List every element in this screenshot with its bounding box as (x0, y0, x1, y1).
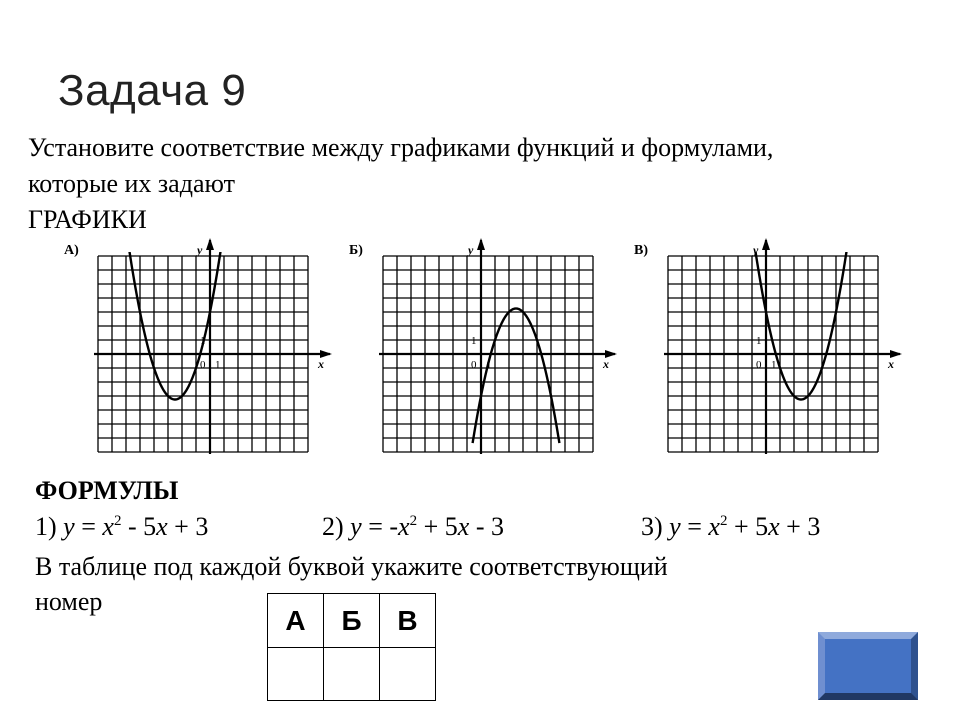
y-axis-arrow-icon (762, 238, 770, 250)
task-line-2: которые их задают (28, 169, 235, 198)
task-statement (28, 130, 953, 238)
y-tick-1-label: 1 (200, 335, 206, 347)
graphs-heading: ГРАФИКИ (28, 205, 147, 234)
formula-1-coef: - 5 (121, 512, 157, 541)
origin-label: 0 (200, 359, 206, 371)
answer-header-a: А (268, 594, 324, 648)
formula-2 (322, 512, 504, 542)
formula-1-base: x (102, 512, 114, 541)
formula-3-eq: = (680, 512, 709, 541)
x-tick-1-label: 1 (771, 359, 777, 371)
formula-3-power: 2 (719, 513, 728, 529)
formulas-heading: ФОРМУЛЫ (35, 476, 179, 505)
formula-2-eq: = - (361, 512, 399, 541)
answer-header-c: В (380, 594, 436, 648)
graph-b-plot (347, 238, 617, 468)
answer-cell-a[interactable] (268, 648, 324, 701)
origin-label: 0 (471, 359, 477, 371)
y-tick-1-label: 1 (756, 335, 762, 347)
parabola-curve (109, 238, 229, 399)
graph-label: Б) (349, 243, 363, 258)
y-axis-label: y (753, 243, 759, 257)
x-axis-label: x (603, 357, 609, 371)
formula-3-coef: + 5 (727, 512, 769, 541)
answer-table-header-row (268, 594, 436, 648)
formula-3-const: + 3 (779, 512, 821, 541)
formula-2-const: - 3 (469, 512, 504, 541)
answer-cell-c[interactable] (380, 648, 436, 701)
formula-3-base: x (708, 512, 720, 541)
graph-a (62, 238, 332, 468)
answer-table (267, 593, 436, 701)
x-axis-label: x (318, 357, 324, 371)
x-tick-1-label: 1 (486, 359, 492, 371)
task-line-1: Установите соответствие между графиками функций и формулами, (28, 133, 774, 162)
graph-c-plot (632, 238, 902, 468)
answer-header-b: Б (324, 594, 380, 648)
formula-3 (641, 512, 820, 542)
formula-1-number: 1) (35, 512, 57, 541)
x-axis-label: x (888, 357, 894, 371)
formula-1-lhs: y (63, 512, 75, 541)
instruction-line-1: В таблице под каждой буквой укажите соответствующий (35, 552, 668, 581)
y-axis-arrow-icon (206, 238, 214, 250)
answer-table-input-row (268, 648, 436, 701)
formula-2-number: 2) (322, 512, 344, 541)
formula-2-var: x (457, 512, 470, 541)
y-tick-1-label: 1 (471, 335, 477, 347)
y-axis-label: y (468, 243, 474, 257)
parabola-curve (744, 238, 860, 400)
graph-b (347, 238, 617, 468)
answer-cell-b[interactable] (324, 648, 380, 701)
formula-2-base: x (398, 512, 410, 541)
graph-label: В) (634, 243, 648, 258)
formula-1-eq: = (74, 512, 103, 541)
graph-label: А) (64, 243, 79, 258)
x-tick-1-label: 1 (215, 359, 221, 371)
parabola-curve (473, 309, 560, 444)
next-slide-button[interactable] (818, 632, 918, 700)
formula-1-const: + 3 (167, 512, 209, 541)
graph-c (632, 238, 902, 468)
formula-2-power: 2 (409, 513, 418, 529)
instruction-line-2: номер (35, 587, 103, 616)
formula-1 (35, 512, 208, 542)
formula-3-lhs: y (669, 512, 681, 541)
formula-2-lhs: y (350, 512, 362, 541)
slide-title: Задача 9 (58, 66, 247, 115)
formula-1-power: 2 (113, 513, 122, 529)
y-axis-label: y (197, 243, 203, 257)
origin-label: 0 (756, 359, 762, 371)
graph-a-plot (62, 238, 332, 468)
y-axis-arrow-icon (477, 238, 485, 250)
formula-2-coef: + 5 (417, 512, 458, 541)
formula-3-var: x (768, 512, 780, 541)
formula-1-var: x (156, 512, 168, 541)
formula-3-number: 3) (641, 512, 663, 541)
